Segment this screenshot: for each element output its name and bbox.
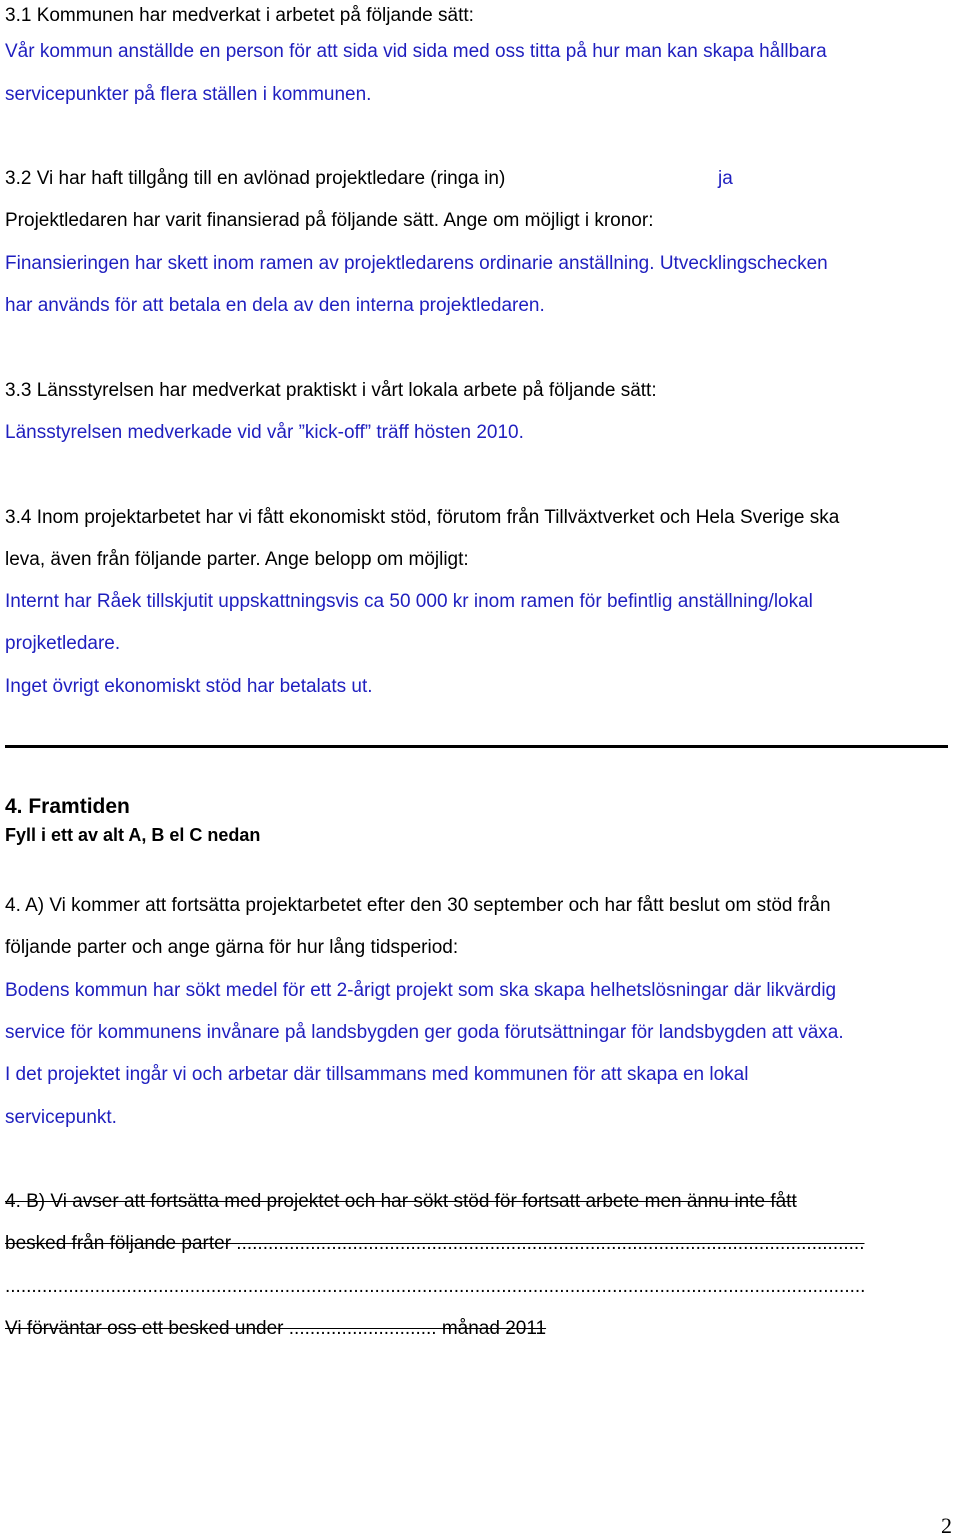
s31-answer-line-2: servicepunkter på flera ställen i kommunen. [5,84,372,105]
s32-question: 3.2 Vi har haft tillgång till en avlönad projektledare (ringa in) [5,168,506,189]
s4-subheading: Fyll i ett av alt A, B el C nedan [5,825,261,845]
s34-answer-line-2: projketledare. [5,633,121,654]
s34-question-hint: Ange belopp om möjligt: [264,549,469,570]
s4a-question-line-1: 4. A) Vi kommer att fortsätta projektarbetet efter den 30 september och har fått beslut om stöd från [5,895,831,916]
s4-heading: 4. Framtiden [5,795,130,818]
s34-question-line-1: 3.4 Inom projektarbetet har vi fått ekonomiskt stöd, förutom från Tillväxtverket och Hela Sverige ska [5,507,840,528]
s4a-answer-line-1: Bodens kommun har sökt medel för ett 2-årigt projekt som ska skapa helhetslösningar där likvärdig [5,980,837,1001]
s4a-answer-line-4: servicepunkt. [5,1107,117,1128]
s4a-answer-line-3: I det projektet ingår vi och arbetar där tillsammans med kommunen för att skapa en lokal [5,1064,749,1085]
page-number: 2 [941,1513,952,1538]
s34-answer-line-1: Internt har Råek tillskjutit uppskattningsvis ca 50 000 kr inom ramen för befintlig anställning/lokal [5,591,813,612]
s4b-line-4: Vi förväntar oss ett besked under ............................ månad 2011 [5,1318,547,1339]
s4a-question-line-2: följande parter och ange gärna för hur lång tidsperiod: [5,937,459,958]
s4a-answer-line-2: service för kommunens invånare på landsbygden ger goda förutsättningar för landsbygden att växa. [5,1022,844,1043]
s32-financed: Projektledaren har varit finansierad på följande sätt. [5,210,440,231]
s4b-line-1: 4. B) Vi avser att fortsätta med projektet och har sökt stöd för fortsatt arbete men ännu inte fått [5,1191,797,1212]
s32-answer-line-2: har används för att betala en dela av den interna projektledaren. [5,295,545,316]
s31-answer-line-1: Vår kommun anställde en person för att sida vid sida med oss titta på hur man kan skapa hållbara [5,41,827,62]
s34-question-line-2 [5,548,469,572]
s32-answer-1b: Utvecklingschecken [659,253,828,274]
s32-financed-hint: Ange om möjligt i kronor: [443,210,654,231]
s33-heading: 3.3 Länsstyrelsen har medverkat praktiskt i vårt lokala arbete på följande sätt: [5,380,657,401]
s4b-line-3: ................................................................................................................................................................... [5,1276,866,1297]
s34-question-2: leva, även från följande parter. [5,549,261,570]
s32-answer-1a: Finansieringen har skett inom ramen av projektledarens ordinarie anställning. [5,253,655,274]
section-divider [5,745,948,748]
s4b-line-2: besked från följande parter ....................................................................................................................... [5,1233,865,1254]
s32-answer-line-1 [5,252,828,276]
s34-answer-line-3: Inget övrigt ekonomiskt stöd har betalats ut. [5,676,373,697]
s31-heading: 3.1 Kommunen har medverkat i arbetet på följande sätt: [5,5,474,26]
s32-answer-ja: ja [718,168,733,189]
s33-answer: Länsstyrelsen medverkade vid vår ”kick-off” träff hösten 2010. [5,422,524,443]
s32-financed-line [5,209,653,233]
